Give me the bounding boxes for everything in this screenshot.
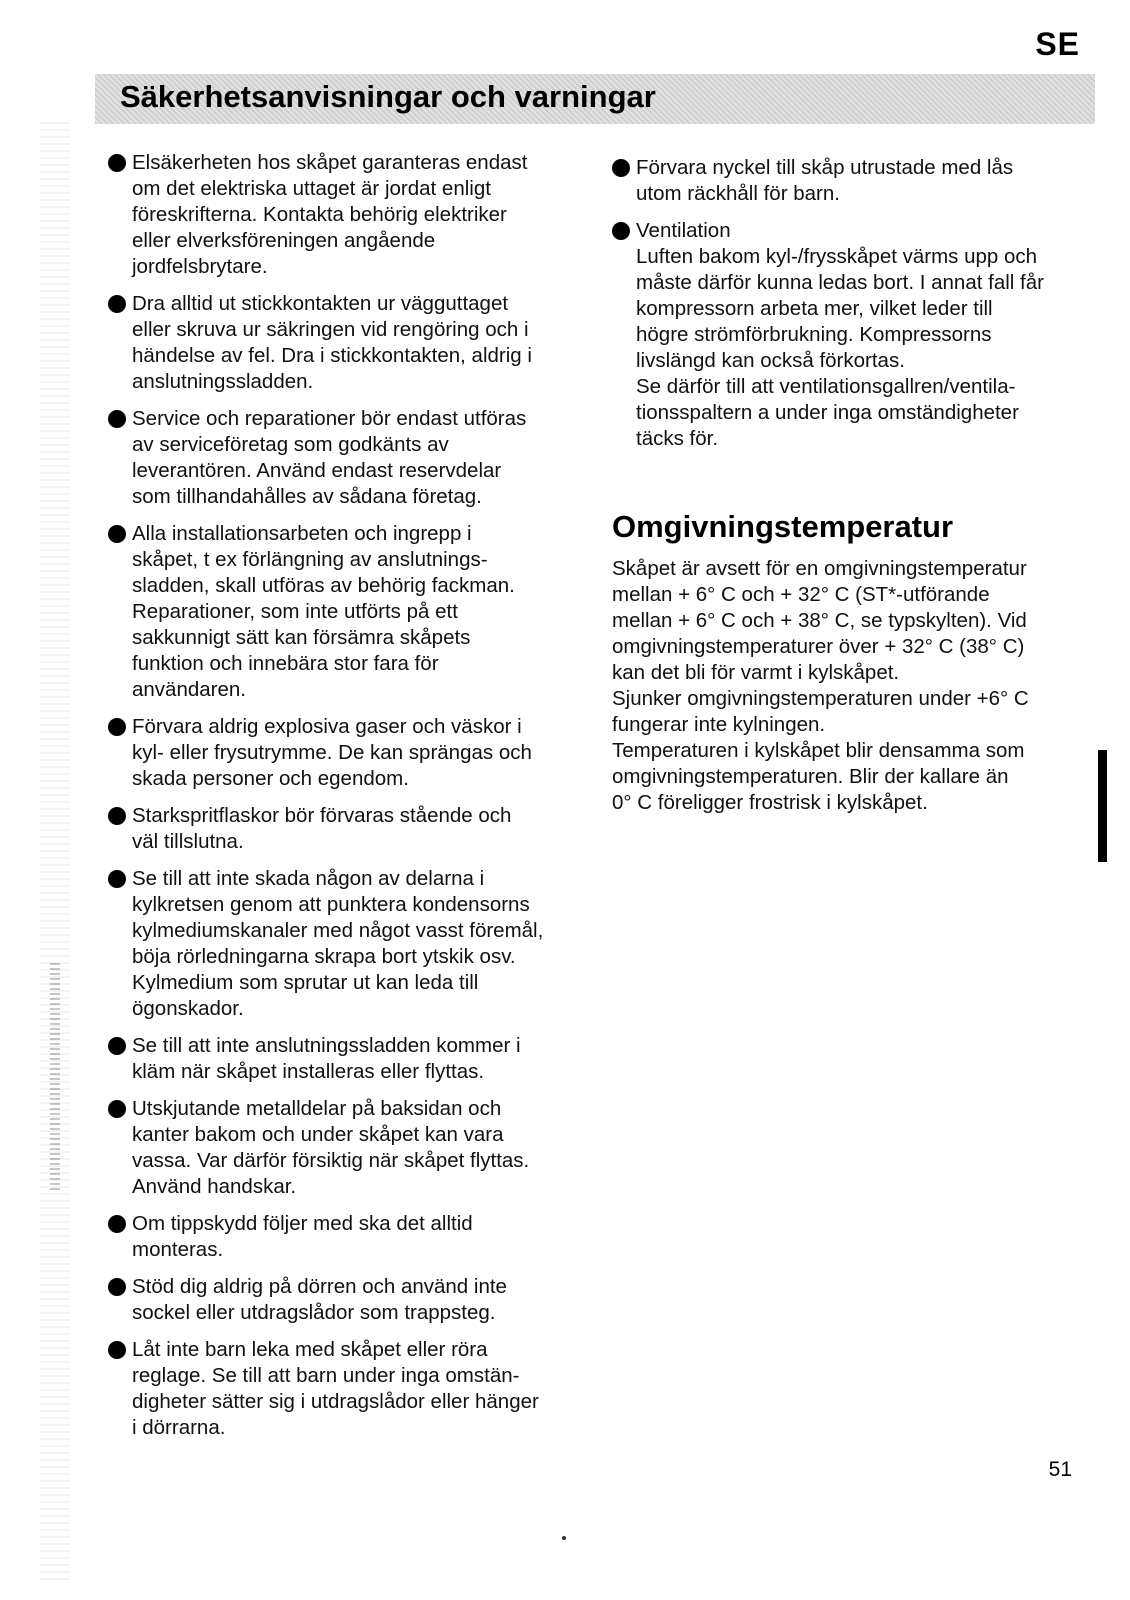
scan-speck: [562, 1536, 566, 1540]
bullet-icon: [108, 410, 126, 428]
list-item: [108, 150, 588, 280]
list-item-text: Förvara nyckel till skåp utrustade med lås utom räckhåll för barn.: [636, 156, 1014, 205]
list-item-text: Starkspritflaskor bör förvaras stående och väl tillslutna.: [132, 804, 512, 853]
list-item: [108, 1096, 588, 1200]
list-item: [612, 155, 1082, 207]
bullet-icon: [108, 154, 126, 172]
list-item: [108, 406, 588, 510]
page-title: Säkerhetsanvisningar och varningar: [120, 79, 656, 114]
bullet-icon: [108, 870, 126, 888]
bullet-icon: [108, 525, 126, 543]
change-marker-bar: [1098, 750, 1107, 862]
scan-edge-shadow: [40, 120, 70, 1580]
list-item: [612, 218, 1082, 452]
bullet-icon: [108, 1278, 126, 1296]
left-column: [108, 150, 588, 1452]
bullet-icon: [108, 1341, 126, 1359]
list-item: [108, 1033, 588, 1085]
bullet-icon: [612, 159, 630, 177]
bullet-icon: [108, 295, 126, 313]
section-paragraph: Skåpet är avsett för en omgivningstemperatur mellan + 6° C och + 32° C (ST*-utförande mellan + 6° C och + 38° C, se typskylten). Vid omgivningstemperaturer över + 32° C (38° C) kan det bli för varmt i kylskåpet. Sjunker omgivningstemperaturen under +6° C fungerar inte kylningen. Temperaturen i kylskåpet blir densamma som omgivningstemperaturen. Blir der kallare än 0° C föreligger frostrisk i kylskåpet.: [612, 557, 1029, 814]
scan-edge-mark: [50, 960, 60, 1190]
list-item-text: Utskjutande metalldelar på baksidan och kanter bakom och under skåpet kan vara vassa. Var därför försiktig när skåpet flyttas. Använd handskar.: [132, 1097, 530, 1198]
section-heading: Omgivningstemperatur: [612, 509, 954, 544]
list-item-text: Stöd dig aldrig på dörren och använd inte sockel eller utdragslådor som trappsteg.: [132, 1275, 507, 1324]
bullet-icon: [108, 1215, 126, 1233]
bullet-icon: [108, 807, 126, 825]
bullet-icon: [108, 1100, 126, 1118]
list-item-text: Ventilation Luften bakom kyl-/frysskåpet värms upp och måste därför kunna ledas bort. I annat fall får kompressorn arbeta mer, vilket leder till högre strömförbrukning. Kompressorns livslängd kan också förkortas. Se därför till att ventilationsgallren/ventila- tionsspaltern a under inga omständigheter täcks för.: [636, 219, 1044, 450]
list-item-text: Se till att inte anslutningssladden kommer i kläm när skåpet installeras eller flyttas.: [132, 1034, 521, 1083]
list-item-text: Service och reparationer bör endast utföras av serviceföretag som godkänts av leverantören. Använd endast reservdelar som tillhandahålles av sådana företag.: [132, 407, 527, 508]
list-item: [108, 1211, 588, 1263]
right-column: [612, 155, 1082, 816]
list-item: [108, 521, 588, 703]
list-item-text: Alla installationsarbeten och ingrepp i skåpet, t ex förlängning av anslutnings- sladden, skall utföras av behörig fackman. Reparationer, som inte utförts på ett sakkunnigt sätt kan försämra skåpets funktion och innebära stor fara för användaren.: [132, 522, 515, 701]
list-item: [108, 803, 588, 855]
list-item-text: Dra alltid ut stickkontakten ur vägguttaget eller skruva ur säkringen vid rengöring och i händelse av fel. Dra i stickkontakten, aldrig i anslutningssladden.: [132, 292, 532, 393]
list-item-text: Se till att inte skada någon av delarna i kylkretsen genom att punktera kondensorns kylmediumskanaler med något vasst föremål, böja rörledningarna skrapa bort ytskik osv. Kylmedium som sprutar ut kan leda till ögonskador.: [132, 867, 544, 1020]
list-item-text: Om tippskydd följer med ska det alltid monteras.: [132, 1212, 473, 1261]
page-number: 51: [1048, 1458, 1072, 1481]
bullet-icon: [612, 222, 630, 240]
list-item-text: Förvara aldrig explosiva gaser och väskor i kyl- eller frysutrymme. De kan sprängas och skada personer och egendom.: [132, 715, 532, 790]
list-item: [108, 866, 588, 1022]
list-item: [108, 714, 588, 792]
list-item: [108, 1337, 588, 1441]
list-item-text: Låt inte barn leka med skåpet eller röra reglage. Se till att barn under inga omstän- digheter sätter sig i utdragslådor eller hänger i dörrarna.: [132, 1338, 539, 1439]
list-item-text: Elsäkerheten hos skåpet garanteras endast om det elektriska uttaget är jordat enligt föreskrifterna. Kontakta behörig elektriker eller elverksföreningen angående jordfelsbrytare.: [132, 151, 528, 278]
list-item: [108, 291, 588, 395]
list-item: [108, 1274, 588, 1326]
bullet-icon: [108, 718, 126, 736]
language-code: SE: [1035, 26, 1080, 62]
bullet-icon: [108, 1037, 126, 1055]
